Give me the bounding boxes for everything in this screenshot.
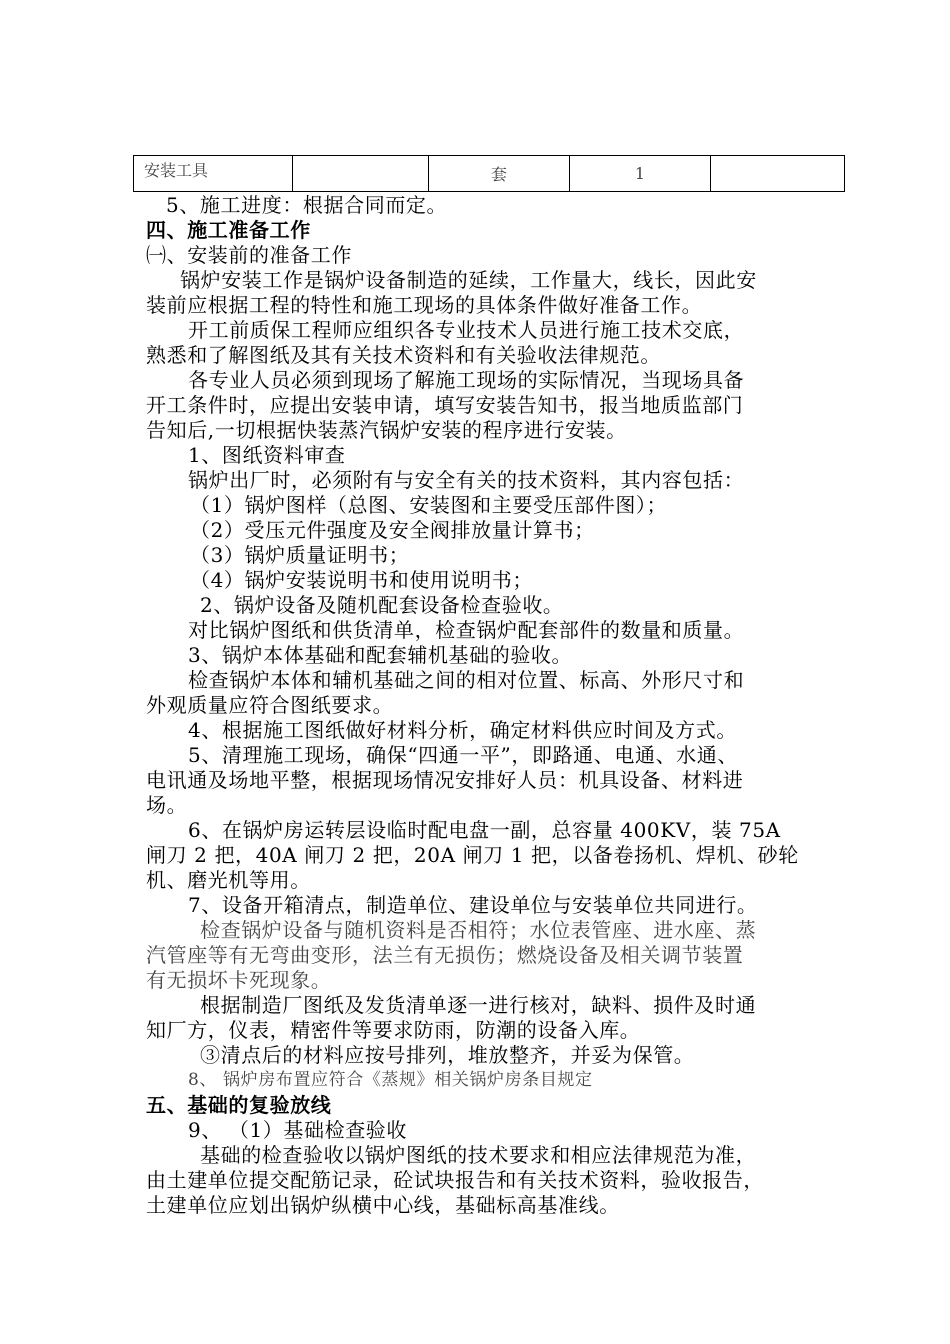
paragraph-line: 闸刀 2 把，40A 闸刀 2 把，20A 闸刀 1 把，以备卷扬机、焊机、砂轮 <box>146 843 799 867</box>
paragraph-line: 场。 <box>146 793 188 817</box>
item-heading: 8、 锅炉房布置应符合《蒸规》相关锅炉房条目规定 <box>188 1070 593 1090</box>
table-cell-unit: 套 <box>429 156 570 192</box>
paragraph-line: 锅炉出厂时，必须附有与安全有关的技术资料，其内容包括： <box>188 468 745 492</box>
item-heading: 2、锅炉设备及随机配套设备检查验收。 <box>200 593 564 617</box>
item-heading: 9、 （1）基础检查验收 <box>188 1118 408 1142</box>
item-heading: 1、图纸资料审查 <box>188 443 346 467</box>
item-heading: 3、锅炉本体基础和配套辅机基础的验收。 <box>188 643 573 667</box>
table-row <box>134 156 845 192</box>
paragraph-line: 有无损坏卡死现象。 <box>146 968 332 992</box>
paragraph-line: 基础的检查验收以锅炉图纸的技术要求和相应法律规范为准， <box>200 1143 757 1167</box>
table-cell-item: 安装工具 <box>134 156 293 192</box>
section-heading: 四、施工准备工作 <box>146 218 311 242</box>
paragraph-line: 知厂方，仪表，精密件等要求防雨，防潮的设备入库。 <box>146 1018 641 1042</box>
list-item: （3）锅炉质量证明书； <box>190 543 410 567</box>
table-cell-quantity: 1 <box>570 156 711 192</box>
table-cell-remark <box>711 156 845 192</box>
item-heading: 7、设备开箱清点，制造单位、建设单位与安装单位共同进行。 <box>188 893 758 917</box>
paragraph-line: 外观质量应符合图纸要求。 <box>146 693 394 717</box>
paragraph-line: 各专业人员必须到现场了解施工现场的实际情况，当现场具备 <box>188 368 745 392</box>
paragraph-line: 锅炉安装工作是锅炉设备制造的延续，工作量大，线长，因此安 <box>180 268 757 292</box>
text-line: 5、施工进度：根据合同而定。 <box>166 193 448 217</box>
paragraph-line: 开工条件时，应提出安装申请，填写安装告知书，报当地质监部门 <box>146 393 744 417</box>
materials-table <box>133 155 845 192</box>
item-heading: 6、在锅炉房运转层设临时配电盘一副，总容量 400KV，装 75A <box>188 818 781 842</box>
paragraph-line: 机、磨光机等用。 <box>146 868 311 892</box>
paragraph-line: 电讯通及场地平整，根据现场情况安排好人员：机具设备、材料进 <box>146 768 744 792</box>
paragraph-line: 熟悉和了解图纸及其有关技术资料和有关验收法律规范。 <box>146 343 661 367</box>
paragraph-line: 汽管座等有无弯曲变形，法兰有无损伤；燃烧设备及相关调节装置 <box>146 943 744 967</box>
section-heading: 五、基础的复验放线 <box>146 1093 332 1117</box>
paragraph-line: 根据制造厂图纸及发货清单逐一进行核对，缺料、损件及时通 <box>200 993 757 1017</box>
list-item: （2）受压元件强度及安全阀排放量计算书； <box>190 518 595 542</box>
paragraph-line: 由土建单位提交配筋记录，砼试块报告和有关技术资料，验收报告， <box>146 1168 764 1192</box>
paragraph-line: 土建单位应划出锅炉纵横中心线，基础标高基准线。 <box>146 1193 620 1217</box>
list-item: （1）锅炉图样（总图、安装图和主要受压部件图）； <box>190 493 668 517</box>
paragraph-line: 检查锅炉设备与随机资料是否相符；水位表管座、进水座、蒸 <box>200 918 757 942</box>
paragraph-line: 告知后,一切根据快装蒸汽锅炉安装的程序进行安装。 <box>146 418 627 442</box>
subsection-heading: ㈠、安装前的准备工作 <box>146 243 352 267</box>
paragraph-line: 开工前质保工程师应组织各专业技术人员进行施工技术交底， <box>188 318 745 342</box>
item-heading: 4、根据施工图纸做好材料分析，确定材料供应时间及方式。 <box>188 718 737 742</box>
paragraph-line: 装前应根据工程的特性和施工现场的具体条件做好准备工作。 <box>146 293 703 317</box>
table-cell-spec <box>293 156 429 192</box>
paragraph-line: 对比锅炉图纸和供货清单，检查锅炉配套部件的数量和质量。 <box>188 618 745 642</box>
paragraph-line: 检查锅炉本体和辅机基础之间的相对位置、标高、外形尺寸和 <box>188 668 745 692</box>
item-heading: 5、清理施工现场，确保“四通一平”，即路通、电通、水通、 <box>188 743 738 767</box>
list-item: （4）锅炉安装说明书和使用说明书； <box>190 568 533 592</box>
paragraph-line: ③清点后的材料应按号排列，堆放整齐，并妥为保管。 <box>200 1043 695 1067</box>
